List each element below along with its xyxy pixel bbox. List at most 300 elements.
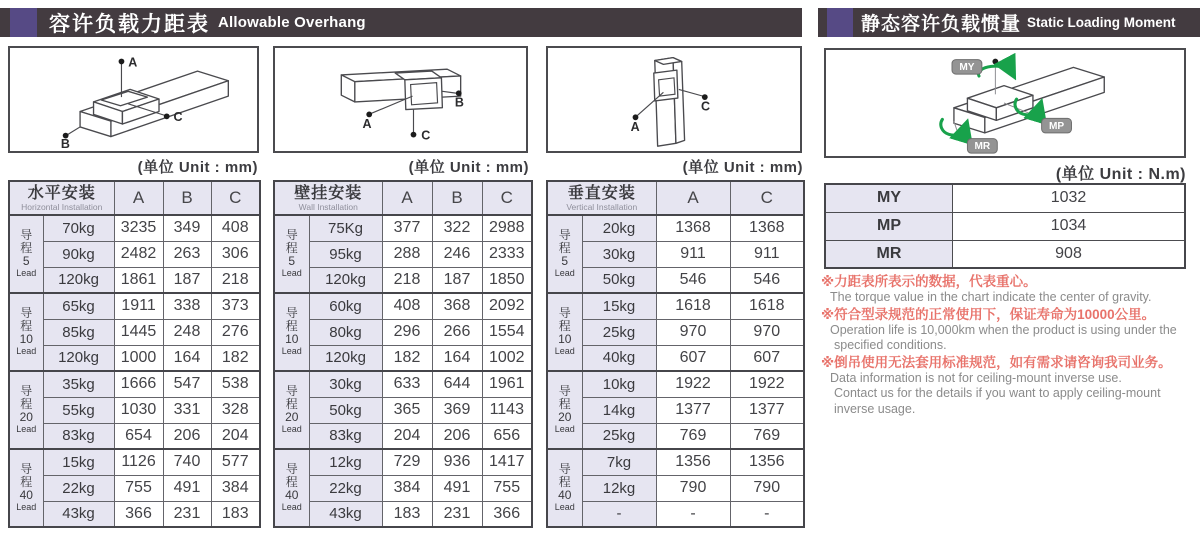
value-cell: 3235 — [114, 215, 163, 241]
value-cell: 1356 — [656, 449, 730, 475]
lead-char: 程 — [558, 241, 571, 255]
note-zh: ※符合型录规范的正常使用下，保证寿命为10000公里。 — [821, 306, 1156, 322]
lead-number: 5 — [288, 254, 296, 268]
value-cell: 1554 — [482, 319, 532, 345]
note-en: Operation life is 10,000km when the product is using under the — [830, 322, 1177, 337]
load-cell: 14kg — [582, 397, 656, 423]
table-row — [547, 267, 804, 293]
column-header-c: C — [211, 181, 260, 215]
load-cell: 15kg — [582, 293, 656, 319]
value-cell: 366 — [114, 501, 163, 527]
value-cell: 1030 — [114, 397, 163, 423]
lead-cell — [547, 371, 582, 449]
value-cell: 755 — [114, 475, 163, 501]
value-cell: 384 — [382, 475, 432, 501]
load-cell: 80kg — [309, 319, 382, 345]
header-title-en: Allowable Overhang — [218, 14, 366, 31]
isometric-column-drawing — [548, 48, 800, 151]
wall-installation-table — [273, 180, 533, 528]
lead-cell — [274, 449, 309, 527]
note-en: The torque value in the chart indicate the center of gravity. — [830, 290, 1152, 304]
value-cell: 231 — [432, 501, 482, 527]
value-cell: 369 — [432, 397, 482, 423]
value-cell: 1368 — [656, 215, 730, 241]
load-cell: - — [582, 501, 656, 527]
horizontal-installation-table — [8, 180, 261, 528]
table-row — [547, 345, 804, 371]
note-en: inverse usage. — [834, 401, 916, 416]
lead-char: 程 — [285, 319, 298, 333]
value-cell: 187 — [432, 267, 482, 293]
point-label-a: A — [362, 116, 372, 131]
value-cell: 607 — [656, 345, 730, 371]
value-cell: 755 — [482, 475, 532, 501]
table-row — [547, 371, 804, 397]
load-cell: 55kg — [43, 397, 114, 423]
horizontal-installation-diagram — [8, 46, 259, 153]
load-cell: 83kg — [43, 423, 114, 449]
value-cell: 1618 — [730, 293, 804, 319]
lead-char: 程 — [558, 475, 571, 489]
moment-value: 908 — [953, 240, 1186, 268]
table-row — [274, 241, 532, 267]
value-cell: 936 — [432, 449, 482, 475]
load-cell: 15kg — [43, 449, 114, 475]
value-cell: 408 — [211, 215, 260, 241]
static-loading-moment-header — [818, 8, 1200, 37]
load-cell: 20kg — [582, 215, 656, 241]
value-cell: 729 — [382, 449, 432, 475]
table-row — [274, 319, 532, 345]
table-header-row — [547, 181, 804, 215]
note-zh: ※力距表所表示的数据，代表重心。 — [821, 274, 1037, 289]
load-cell: 35kg — [43, 371, 114, 397]
lead-word: Lead — [554, 424, 575, 434]
lead-word: Lead — [554, 502, 575, 512]
value-cell: 349 — [163, 215, 211, 241]
value-cell: 182 — [211, 345, 260, 371]
lead-char: 程 — [558, 319, 571, 333]
moment-badge-mr: MR — [974, 141, 991, 153]
value-cell: 183 — [211, 501, 260, 527]
value-cell: 656 — [482, 423, 532, 449]
value-cell: 373 — [211, 293, 260, 319]
moment-label: MR — [825, 240, 953, 268]
value-cell: 546 — [730, 267, 804, 293]
table-row — [825, 184, 1185, 212]
lead-cell — [9, 449, 43, 527]
moment-axes-diagram — [824, 48, 1186, 158]
lead-cell — [9, 215, 43, 293]
value-cell: 769 — [656, 423, 730, 449]
table-row — [9, 371, 260, 397]
value-cell: 970 — [730, 319, 804, 345]
unit-label-mm: (单位 Unit : mm) — [682, 159, 803, 176]
value-cell: 1002 — [482, 345, 532, 371]
install-type-en: Horizontal Installation — [21, 201, 103, 212]
value-cell: 1126 — [114, 449, 163, 475]
value-cell: 911 — [656, 241, 730, 267]
lead-char: 程 — [20, 319, 33, 333]
table-row — [547, 397, 804, 423]
value-cell: - — [730, 501, 804, 527]
value-cell: 1356 — [730, 449, 804, 475]
note-zh: ※倒吊使用无法套用标准规范，如有需求请咨询我司业务。 — [821, 354, 1172, 370]
lead-cell — [274, 371, 309, 449]
footnotes — [821, 273, 1199, 417]
table-row — [9, 449, 260, 475]
lead-number: 10 — [285, 332, 299, 346]
lead-cell — [547, 215, 582, 293]
table-row — [547, 449, 804, 475]
table-row — [274, 267, 532, 293]
lead-char: 导 — [285, 306, 298, 320]
lead-word: Lead — [16, 268, 37, 278]
value-cell: 538 — [211, 371, 260, 397]
value-cell: 2482 — [114, 241, 163, 267]
lead-cell — [274, 215, 309, 293]
value-cell: 491 — [432, 475, 482, 501]
lead-word: Lead — [16, 346, 37, 356]
lead-word: Lead — [281, 268, 302, 278]
table-row — [274, 293, 532, 319]
table-row — [274, 475, 532, 501]
value-cell: 183 — [382, 501, 432, 527]
table-header-row — [9, 181, 260, 215]
value-cell: 204 — [382, 423, 432, 449]
moment-rail-drawing — [826, 50, 1184, 156]
value-cell: 546 — [656, 267, 730, 293]
lead-number: 40 — [19, 488, 33, 502]
column-header-b: B — [163, 181, 211, 215]
lead-number: 20 — [558, 410, 572, 424]
lead-cell — [274, 293, 309, 371]
lead-word: Lead — [16, 502, 37, 512]
value-cell: 790 — [656, 475, 730, 501]
load-cell: 60kg — [309, 293, 382, 319]
value-cell: 644 — [432, 371, 482, 397]
value-cell: 1377 — [656, 397, 730, 423]
header-title-zh: 静态容许负载惯量 — [861, 14, 1022, 35]
note-en: Contact us for the details if you want to apply ceiling-mount — [834, 386, 1161, 400]
lead-number: 5 — [561, 254, 569, 268]
value-cell: 1911 — [114, 293, 163, 319]
load-cell: 120kg — [309, 267, 382, 293]
lead-word: Lead — [554, 268, 575, 278]
table-row — [9, 423, 260, 449]
value-cell: 164 — [163, 345, 211, 371]
column-header-a: A — [656, 181, 730, 215]
lead-char: 导 — [558, 306, 571, 320]
lead-char: 导 — [20, 462, 33, 476]
value-cell: 2988 — [482, 215, 532, 241]
lead-char: 导 — [285, 228, 298, 242]
value-cell: 218 — [211, 267, 260, 293]
load-cell: 22kg — [43, 475, 114, 501]
load-cell: 30kg — [582, 241, 656, 267]
value-cell: 206 — [432, 423, 482, 449]
moment-value: 1032 — [953, 184, 1186, 212]
header-title-en: Static Loading Moment — [1027, 15, 1176, 30]
load-cell: 43kg — [43, 501, 114, 527]
lead-number: 40 — [285, 488, 299, 502]
load-cell: 30kg — [309, 371, 382, 397]
value-cell: 266 — [432, 319, 482, 345]
value-cell: 322 — [432, 215, 482, 241]
load-cell: 120kg — [43, 345, 114, 371]
static-loading-moment-table — [824, 183, 1186, 269]
moment-label: MY — [825, 184, 953, 212]
lead-cell — [9, 371, 43, 449]
value-cell: 769 — [730, 423, 804, 449]
lead-word: Lead — [16, 424, 37, 434]
table-row — [9, 293, 260, 319]
table-row — [9, 397, 260, 423]
table-row — [547, 241, 804, 267]
column-header-a: A — [382, 181, 432, 215]
table-row — [547, 423, 804, 449]
table-row — [9, 267, 260, 293]
moment-label: MP — [825, 212, 953, 240]
value-cell: 288 — [382, 241, 432, 267]
value-cell: 206 — [163, 423, 211, 449]
load-cell: 50kg — [582, 267, 656, 293]
value-cell: 384 — [211, 475, 260, 501]
lead-char: 导 — [285, 384, 298, 398]
lead-number: 5 — [22, 254, 30, 268]
table-row — [547, 293, 804, 319]
lead-number: 10 — [558, 332, 572, 346]
lead-word: Lead — [281, 424, 302, 434]
value-cell: 328 — [211, 397, 260, 423]
value-cell: 276 — [211, 319, 260, 345]
table-row — [9, 501, 260, 527]
load-cell: 95kg — [309, 241, 382, 267]
moment-badge-mp: MP — [1048, 121, 1065, 133]
value-cell: 182 — [382, 345, 432, 371]
lead-cell — [547, 449, 582, 527]
load-cell: 65kg — [43, 293, 114, 319]
value-cell: 577 — [211, 449, 260, 475]
allowable-overhang-header — [0, 8, 802, 37]
point-label-a: A — [128, 55, 138, 70]
install-type-en: Wall Installation — [298, 201, 358, 212]
column-header-c: C — [730, 181, 804, 215]
lead-word: Lead — [281, 502, 302, 512]
load-cell: 83kg — [309, 423, 382, 449]
table-row — [9, 241, 260, 267]
value-cell: 1861 — [114, 267, 163, 293]
load-cell: 50kg — [309, 397, 382, 423]
value-cell: 366 — [482, 501, 532, 527]
point-label-b: B — [60, 137, 70, 151]
value-cell: 1922 — [730, 371, 804, 397]
load-cell: 43kg — [309, 501, 382, 527]
table-row — [9, 475, 260, 501]
load-cell: 120kg — [309, 345, 382, 371]
lead-char: 程 — [285, 397, 298, 411]
moment-badge-my: MY — [959, 62, 975, 74]
value-cell: 547 — [163, 371, 211, 397]
lead-char: 导 — [285, 462, 298, 476]
lead-char: 程 — [20, 241, 33, 255]
value-cell: 1922 — [656, 371, 730, 397]
table-row — [9, 215, 260, 241]
lead-word: Lead — [554, 346, 575, 356]
table-row — [274, 423, 532, 449]
install-type-en: Vertical Installation — [566, 201, 638, 212]
table-row — [274, 371, 532, 397]
load-cell: 22kg — [309, 475, 382, 501]
value-cell: 1417 — [482, 449, 532, 475]
load-cell: 120kg — [43, 267, 114, 293]
load-cell: 12kg — [309, 449, 382, 475]
table-row — [274, 449, 532, 475]
unit-label-mm: (单位 Unit : mm) — [408, 159, 529, 176]
vertical-installation-table — [546, 180, 805, 528]
load-cell: 90kg — [43, 241, 114, 267]
lead-char: 导 — [558, 462, 571, 476]
point-label-c: C — [700, 99, 710, 114]
value-cell: 246 — [432, 241, 482, 267]
point-label-c: C — [173, 110, 183, 125]
value-cell: 187 — [163, 267, 211, 293]
table-row — [9, 319, 260, 345]
point-label-b: B — [454, 95, 464, 110]
point-label-a: A — [630, 119, 640, 134]
unit-label-mm: (单位 Unit : mm) — [137, 159, 258, 176]
load-cell: 25kg — [582, 319, 656, 345]
value-cell: 740 — [163, 449, 211, 475]
value-cell: 248 — [163, 319, 211, 345]
value-cell: 164 — [432, 345, 482, 371]
table-row — [547, 475, 804, 501]
table-row — [825, 240, 1185, 268]
load-cell: 70kg — [43, 215, 114, 241]
lead-char: 导 — [20, 306, 33, 320]
value-cell: 607 — [730, 345, 804, 371]
table-row — [825, 212, 1185, 240]
table-row — [547, 319, 804, 345]
load-cell: 75Kg — [309, 215, 382, 241]
table-row — [274, 215, 532, 241]
install-type-zh: 垂直安装 — [567, 184, 636, 202]
install-type-zh: 水平安装 — [27, 184, 96, 202]
value-cell: 231 — [163, 501, 211, 527]
lead-char: 程 — [20, 397, 33, 411]
load-cell: 40kg — [582, 345, 656, 371]
value-cell: 633 — [382, 371, 432, 397]
value-cell: 368 — [432, 293, 482, 319]
value-cell: 263 — [163, 241, 211, 267]
wall-installation-diagram — [273, 46, 528, 153]
lead-number: 20 — [19, 410, 33, 424]
lead-cell — [547, 293, 582, 371]
value-cell: 790 — [730, 475, 804, 501]
value-cell: 204 — [211, 423, 260, 449]
table-row — [9, 345, 260, 371]
value-cell: 338 — [163, 293, 211, 319]
header-title-zh: 容许负载力距表 — [49, 12, 210, 36]
value-cell: 1445 — [114, 319, 163, 345]
value-cell: 1377 — [730, 397, 804, 423]
lead-word: Lead — [281, 346, 302, 356]
value-cell: 1618 — [656, 293, 730, 319]
load-cell: 10kg — [582, 371, 656, 397]
lead-char: 程 — [558, 397, 571, 411]
value-cell: 1666 — [114, 371, 163, 397]
lead-number: 40 — [558, 488, 572, 502]
value-cell: 377 — [382, 215, 432, 241]
purple-accent-block — [10, 8, 37, 37]
isometric-rail-drawing — [275, 48, 526, 151]
value-cell: 970 — [656, 319, 730, 345]
lead-number: 10 — [19, 332, 33, 346]
vertical-installation-diagram — [546, 46, 802, 153]
lead-char: 导 — [20, 384, 33, 398]
install-type-header — [547, 181, 656, 215]
value-cell: 365 — [382, 397, 432, 423]
purple-accent-block — [827, 8, 853, 37]
value-cell: 408 — [382, 293, 432, 319]
lead-char: 导 — [558, 384, 571, 398]
load-cell: 85kg — [43, 319, 114, 345]
table-header-row — [274, 181, 532, 215]
point-label-c: C — [421, 128, 431, 143]
load-cell: 7kg — [582, 449, 656, 475]
value-cell: 654 — [114, 423, 163, 449]
value-cell: 1850 — [482, 267, 532, 293]
lead-number: 20 — [285, 410, 299, 424]
lead-char: 导 — [20, 228, 33, 242]
lead-char: 程 — [285, 475, 298, 489]
value-cell: 306 — [211, 241, 260, 267]
column-header-b: B — [432, 181, 482, 215]
unit-label-nm: (单位 Unit : N.m) — [1055, 166, 1186, 183]
lead-cell — [9, 293, 43, 371]
value-cell: 1000 — [114, 345, 163, 371]
isometric-rail-drawing — [10, 48, 257, 151]
value-cell: 2333 — [482, 241, 532, 267]
table-row — [547, 215, 804, 241]
table-row — [274, 501, 532, 527]
value-cell: 911 — [730, 241, 804, 267]
moment-value: 1034 — [953, 212, 1186, 240]
lead-char: 程 — [20, 475, 33, 489]
value-cell: 296 — [382, 319, 432, 345]
table-row — [274, 345, 532, 371]
install-type-header — [274, 181, 382, 215]
value-cell: - — [656, 501, 730, 527]
install-type-header — [9, 181, 114, 215]
column-header-c: C — [482, 181, 532, 215]
note-en: Data information is not for ceiling-mount inverse use. — [830, 370, 1122, 385]
table-row — [274, 397, 532, 423]
lead-char: 程 — [285, 241, 298, 255]
table-row — [547, 501, 804, 527]
value-cell: 1961 — [482, 371, 532, 397]
value-cell: 331 — [163, 397, 211, 423]
column-header-a: A — [114, 181, 163, 215]
value-cell: 491 — [163, 475, 211, 501]
value-cell: 1368 — [730, 215, 804, 241]
load-cell: 25kg — [582, 423, 656, 449]
install-type-zh: 壁挂安装 — [294, 184, 363, 202]
lead-char: 导 — [558, 228, 571, 242]
note-en: specified conditions. — [834, 338, 947, 352]
value-cell: 1143 — [482, 397, 532, 423]
value-cell: 2092 — [482, 293, 532, 319]
